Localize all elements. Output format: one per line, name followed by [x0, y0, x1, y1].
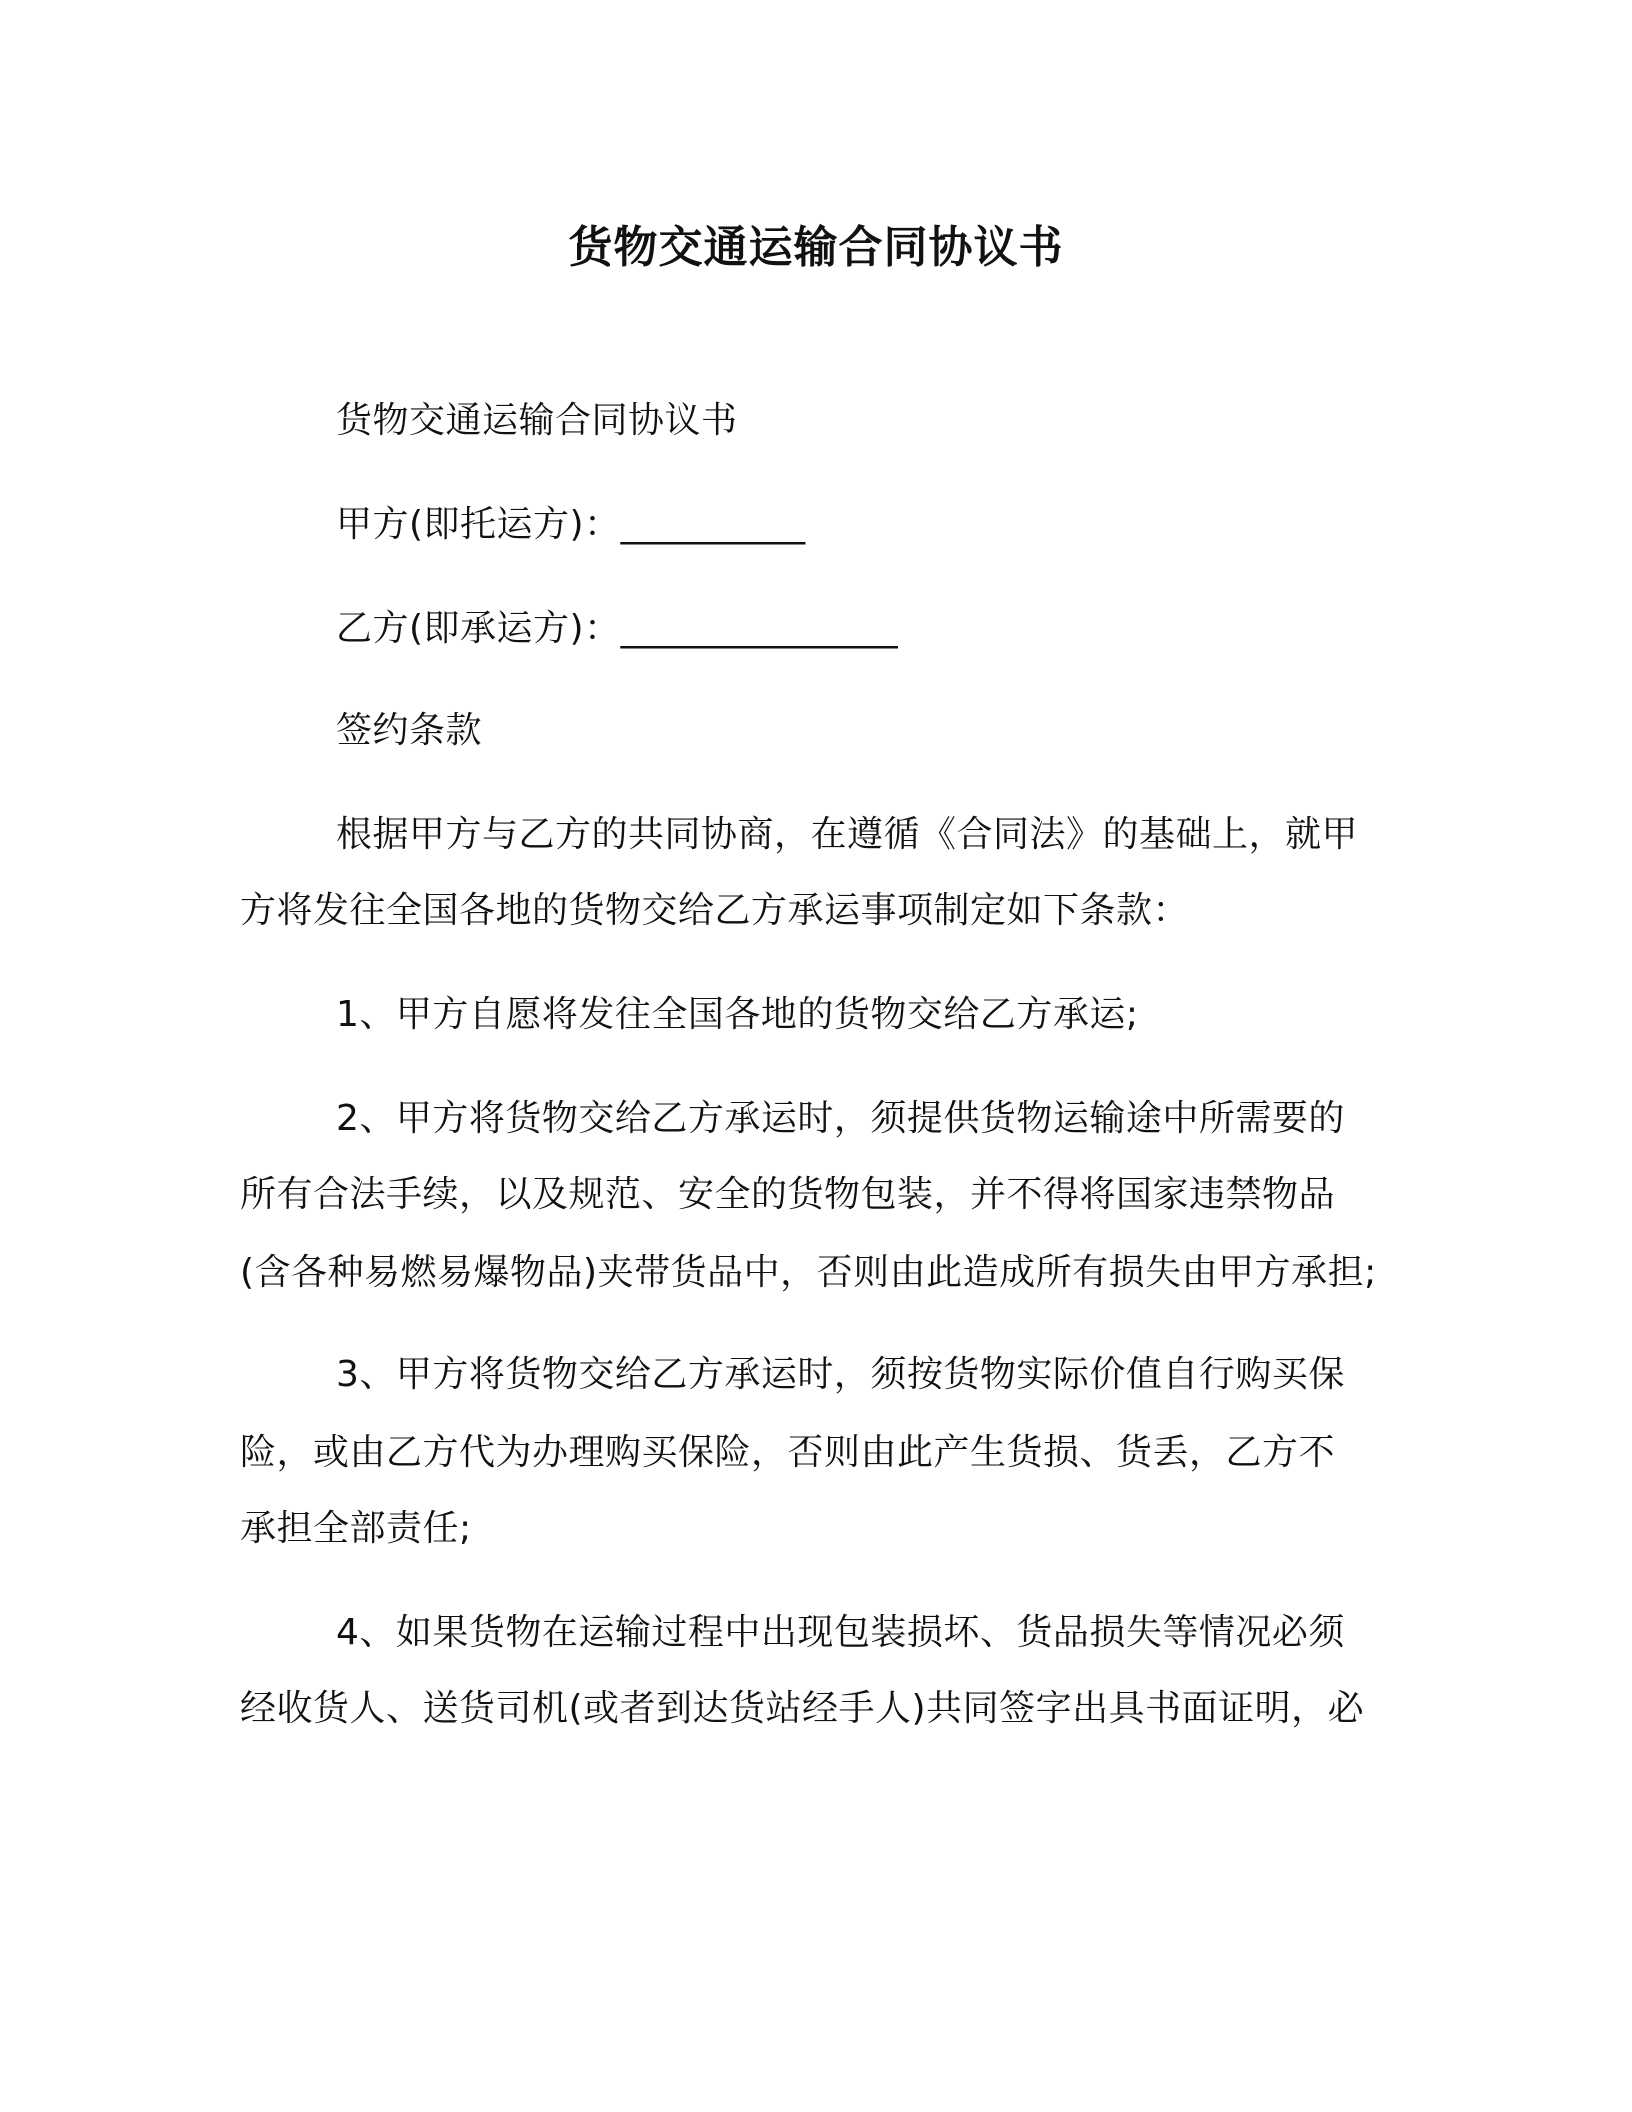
- intro-paragraph-line-1: 根据甲方与乙方的共同协商，在遵循《合同法》的基础上，就甲: [336, 814, 1359, 855]
- clause-3-line-3: 承担全部责任;: [240, 1508, 472, 1549]
- document-title: 货物交通运输合同协议书: [568, 222, 1064, 273]
- clause-2-line-3: (含各种易燃易爆物品)夹带货品中，否则由此造成所有损失由甲方承担;: [240, 1252, 1377, 1293]
- clause-1-line-1: 1、甲方自愿将发往全国各地的货物交给乙方承运;: [336, 994, 1139, 1035]
- document-subtitle: 货物交通运输合同协议书: [336, 400, 738, 441]
- clause-4-line-2: 经收货人、送货司机(或者到达货站经手人)共同签字出具书面证明，必: [240, 1688, 1365, 1729]
- clause-3-line-2: 险，或由乙方代为办理购买保险，否则由此产生货损、货丢，乙方不: [240, 1432, 1336, 1473]
- intro-paragraph-line-2: 方将发往全国各地的货物交给乙方承运事项制定如下条款：: [240, 890, 1190, 931]
- party-a-line: 甲方(即托运方)：__________: [336, 504, 806, 545]
- party-b-line: 乙方(即承运方)：_______________: [336, 608, 899, 649]
- clause-4-line-1: 4、如果货物在运输过程中出现包装损坏、货品损失等情况必须: [336, 1612, 1345, 1653]
- clause-3-line-1: 3、甲方将货物交给乙方承运时，须按货物实际价值自行购买保: [336, 1354, 1345, 1395]
- section-heading: 签约条款: [336, 710, 483, 751]
- clause-2-line-1: 2、甲方将货物交给乙方承运时，须提供货物运输途中所需要的: [336, 1098, 1345, 1139]
- clause-2-line-2: 所有合法手续，以及规范、安全的货物包装，并不得将国家违禁物品: [240, 1174, 1336, 1215]
